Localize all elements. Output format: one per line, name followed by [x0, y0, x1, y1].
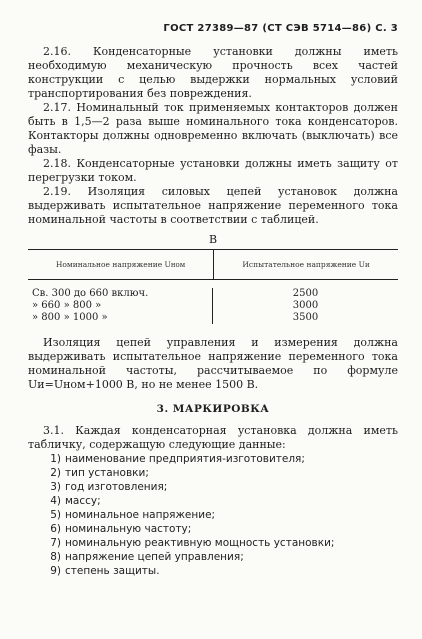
table-col-values — [213, 288, 398, 324]
section-title: 3. МАРКИРОВКА — [156, 403, 270, 415]
table-header — [28, 250, 398, 280]
table-row-range: Св. 300 до 660 включ. — [32, 288, 149, 299]
list-item: 1) наименование предприятия-изготовителя; — [50, 453, 305, 465]
marking-list — [28, 452, 398, 578]
list-item: 6) номинальную частоту; — [50, 523, 192, 535]
table-row-range: » 800 » 1000 » — [32, 312, 108, 323]
list-item: 4) массу; — [50, 495, 101, 507]
table-header-test — [214, 258, 398, 272]
table-header-test-text: Испытательное напряжение U — [242, 259, 365, 269]
list-item: 5) номинальное напряжение; — [50, 509, 216, 521]
paragraph-3-1: 3.1. Каждая конденсаторная установка должна иметь табличку, содержащую следующие данные: — [28, 424, 398, 451]
table-row-value: 2500 — [292, 288, 319, 299]
list-item: 3) год изготовления; — [50, 481, 168, 493]
page-header: ГОСТ 27389—87 (СТ СЭВ 5714—86) С. 3 — [163, 23, 398, 34]
document-page — [28, 22, 398, 578]
table-row-value: 3500 — [292, 312, 319, 323]
list-item: 9) степень защиты. — [50, 565, 160, 577]
table-body — [28, 280, 398, 330]
paragraph-2-18: 2.18. Конденсаторные установки должны иметь защиту от перегрузки током. — [28, 157, 398, 184]
table-label: В — [208, 233, 218, 246]
paragraph-2-16: 2.16. Конденсаторные установки должны иметь необходимую механическую прочность всех частей конструкции с целью выдержки нормальных условий транспортирования без повреждения. — [28, 45, 398, 100]
table-header-nominal-sub: ном — [170, 260, 186, 269]
table-col-ranges — [28, 288, 213, 324]
paragraph-after-table: Изоляция цепей управления и измерения должна выдерживать испытательное напряжение переменного тока номинальной частоты, рассчитываемое по формуле Uи=Uном+1000 В, но не менее 1500 В. — [28, 336, 398, 391]
list-item: 8) напряжение цепей управления; — [50, 551, 244, 563]
list-item: 7) номинальную реактивную мощность установки; — [50, 537, 335, 549]
table-header-nominal-text: Номинальное напряжение U — [55, 259, 171, 269]
paragraph-2-17: 2.17. Номинальный ток применяемых контакторов должен быть в 1,5—2 раза выше номинального тока конденсаторов. Контакторы должны одновременно включать (выключать) все фазы. — [28, 101, 398, 156]
table-header-test-sub: и — [364, 260, 370, 269]
list-item: 2) тип установки; — [50, 467, 149, 479]
table-header-nominal — [28, 250, 214, 279]
table-row-value: 3000 — [292, 300, 319, 311]
paragraph-2-19: 2.19. Изоляция силовых цепей установок должна выдерживать испытательное напряжение переменного тока номинальной частоты в соответствии с таблицей. — [28, 185, 398, 226]
table-row-range: » 660 » 800 » — [32, 300, 102, 311]
